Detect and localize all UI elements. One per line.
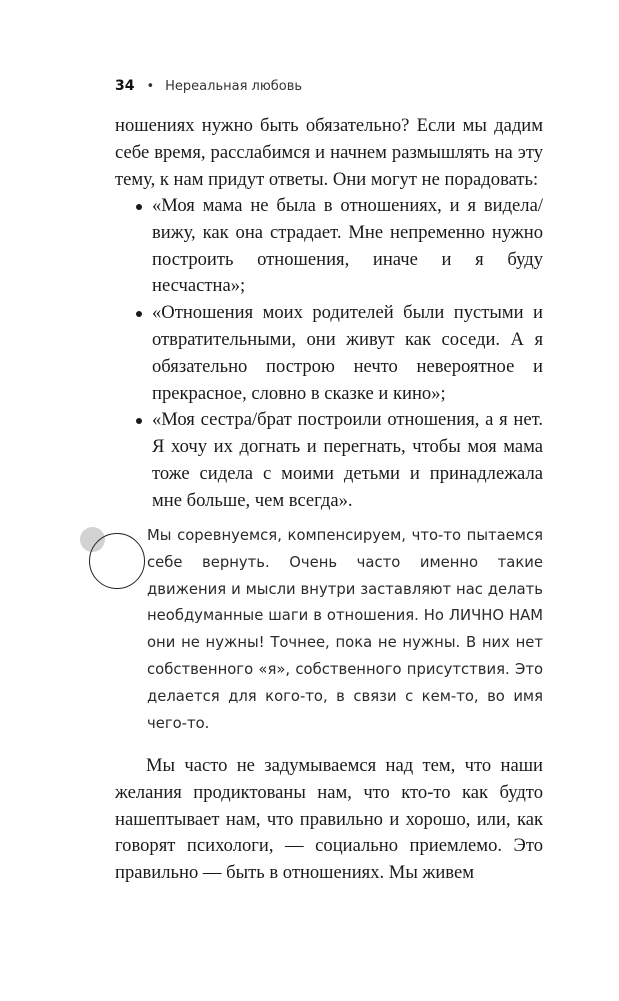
bullet-icon	[136, 204, 142, 210]
callout-note: Мы соревнуемся, компенсируем, что-то пытаемся себе вернуть. Очень часто именно такие движения и мысли внутри заставляют нас делать необдуманные шаги в отношения. Но ЛИЧНО НАМ они не нужны! Точнее, пока не нужны. В них нет собственного «я», собственного присутствия. Это делается для кого-то, в связи с кем-то, во имя чего-то.	[147, 527, 543, 732]
list-item-text: «Отношения моих родителей были пустыми и отвратительными, они живут как соседи. А я обязательно построю нечто невероятное и прекрасное, словно в сказке и кино»;	[152, 302, 543, 404]
page-number: 34	[115, 78, 135, 94]
list-item-text: «Моя сестра/брат построили отношения, а я нет. Я хочу их догнать и перегнать, чтобы моя мама тоже сидела с моими детьми и принадлежала мне больше, чем всегда».	[152, 409, 543, 511]
list-item	[115, 193, 543, 300]
list-item-text: «Моя мама не была в отношениях, и я видела/ вижу, как она страдает. Мне непременно нужно построить отношения, иначе и я буду несчастна»;	[152, 195, 543, 297]
bullet-icon	[136, 311, 142, 317]
running-title: Нереальная любовь	[165, 79, 303, 94]
running-header	[115, 78, 302, 94]
header-separator: •	[146, 79, 155, 94]
paragraph-bottom: Мы часто не задумываемся над тем, что наши желания продиктованы нам, что кто-то как будто нашептывает нам, что правильно и хорошо, или, как говорят психологи, — социально приемлемо. Это правильно — быть в отношениях. Мы живем	[115, 755, 543, 884]
bullet-icon	[136, 418, 142, 424]
list-item	[115, 300, 543, 407]
decorative-circle-icon	[89, 533, 145, 589]
bullet-list	[115, 193, 543, 515]
list-item	[115, 407, 543, 514]
paragraph-top: ношениях нужно быть обязательно? Если мы дадим себе время, расслабимся и начнем размышлять на эту тему, к нам придут ответы. Они могут не порадовать:	[115, 115, 543, 190]
